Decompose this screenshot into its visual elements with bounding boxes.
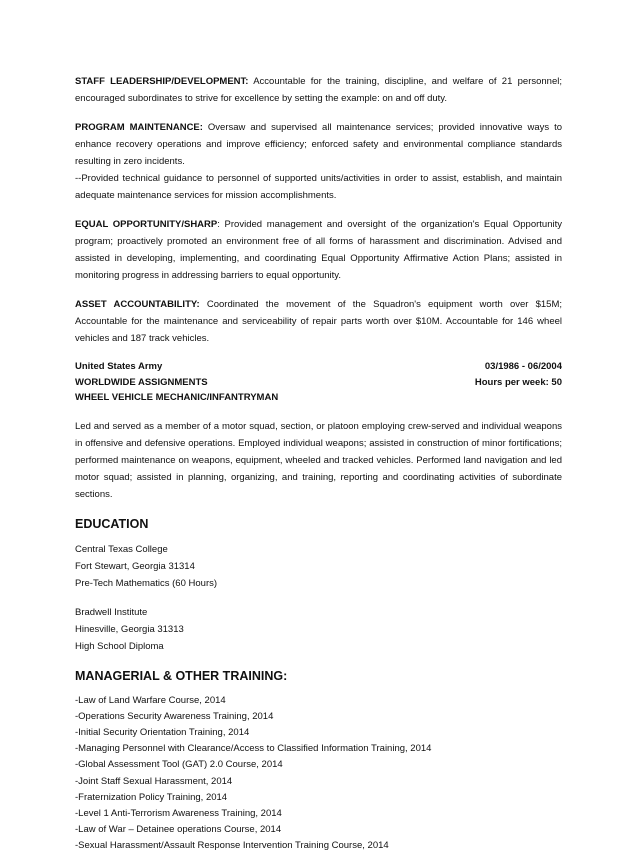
training-item: -Initial Security Orientation Training, 2014 [75,726,250,738]
asset-accountability-text: Coordinated the movement of the Squadron's equipment worth over $15M; Accountable for the maintenance and serviceability of repair parts worth over $10M. Accountable for 146 wheel vehicles and 187 track vehicles. [75,299,562,344]
program-maintenance-text: Oversaw and supervised all maintenance services; provided innovative ways to enhance recovery operations and improve efficiency; enforced safety and environmental compliance standards resulting in zero incidents. [75,122,562,167]
training-item: -Joint Staff Sexual Harassment, 2014 [75,775,233,787]
school2-detail: High School Diploma [75,640,164,652]
asset-accountability-paragraph [75,296,562,347]
program-maintenance-paragraph-2: --Provided technical guidance to personnel of supported units/activities in order to assist, establish, and maintain adequate maintenance services for mission accomplishments. [75,173,562,201]
school1-name: Central Texas College [75,543,168,555]
school2-location: Hinesville, Georgia 31313 [75,623,184,635]
equal-opportunity-paragraph [75,216,562,284]
training-item: -Managing Personnel with Clearance/Access to Classified Information Training, 2014 [75,743,432,755]
training-item: -Fraternization Policy Training, 2014 [75,791,228,803]
school2-name: Bradwell Institute [75,606,148,618]
resume-page [75,73,562,855]
asset-accountability-label: ASSET ACCOUNTABILITY: [75,299,200,310]
training-item: -Global Assessment Tool (GAT) 2.0 Course, 2014 [75,759,283,771]
training-item: -Law of Land Warfare Course, 2014 [75,694,226,706]
job-employer: United States Army [75,361,163,372]
training-item: -Operations Security Awareness Training, 2014 [75,710,274,722]
equal-opportunity-text: : Provided management and oversight of the organization's Equal Opportunity program; proactively promoted an environment free of all forms of harassment and discrimination. Advised and assisted in developing, implementing, and coordinating Equal Opportunity Affirmative Action Plans; assisted in monitoring progress in addressing barriers to equal opportunity. [75,219,562,281]
training-heading: MANAGERIAL & OTHER TRAINING: [75,668,288,683]
job-dates: 03/1986 - 06/2004 [484,361,562,372]
job-employer-row [75,359,562,375]
training-item: -Sexual Harassment/Assault Response Intervention Training Course, 2014 [75,840,389,852]
program-maintenance-label: PROGRAM MAINTENANCE: [75,122,203,133]
staff-leadership-text: Accountable for the training, discipline, and welfare of 21 personnel; encouraged subordinates to strive for excellence by setting the example: on and off duty. [75,76,562,104]
training-list [75,693,562,855]
staff-leadership-label: STAFF LEADERSHIP/DEVELOPMENT: [75,76,249,87]
equal-opportunity-label: EQUAL OPPORTUNITY/SHARP [75,219,218,230]
training-item: -Level 1 Anti-Terrorism Awareness Training, 2014 [75,807,282,819]
job-location-row [75,375,562,391]
job-hours: Hours per week: 50 [474,376,562,388]
training-item: -Law of War – Detainee operations Course, 2014 [75,824,282,836]
program-maintenance-paragraph [75,119,562,170]
job-location: WORLDWIDE ASSIGNMENTS [75,376,208,388]
school1-detail: Pre-Tech Mathematics (60 Hours) [75,577,218,589]
school1-location: Fort Stewart, Georgia 31314 [75,560,195,572]
education-heading: EDUCATION [75,516,149,531]
job-description: Led and served as a member of a motor squad, section, or platoon employing crew-served and individual weapons in offensive and defensive operations. Employed individual weapons; assisted in construction of minor fortifications; performed maintenance on weapons, equipment, wheeled and tracked vehicles. Performed land navigation and led motor squad; assisted in planning, organizing, and training, reporting and coordinating activities of subordinate sections. [75,420,562,500]
job-title: WHEEL VEHICLE MECHANIC/INFANTRYMAN [75,392,279,403]
staff-leadership-paragraph [75,73,562,107]
